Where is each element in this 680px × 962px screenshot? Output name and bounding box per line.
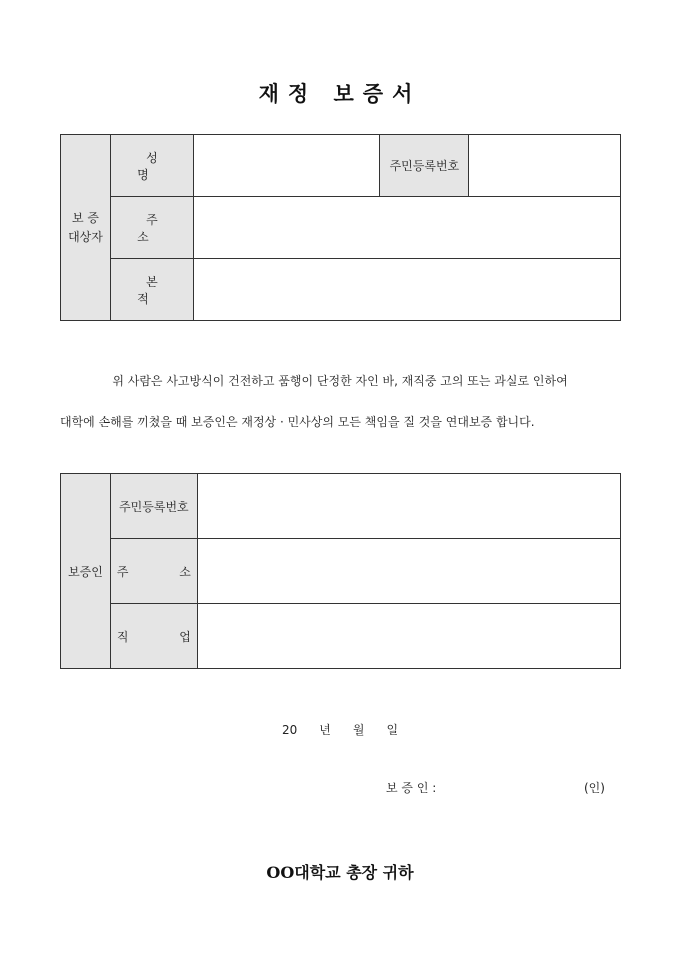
guarantor-signature-label: 보 증 인 :: [386, 781, 437, 795]
guarantor-info-table: [60, 473, 621, 669]
date-year-prefix: 20: [281, 723, 298, 737]
statement-line-1: 위 사람은 사고방식이 건전하고 품행이 단정한 자인 바, 재직중 고의 또는 과실로 인하여: [112, 374, 568, 388]
name-field[interactable]: [193, 135, 380, 197]
hometown-field[interactable]: [193, 259, 620, 321]
guarantor-job-label: 직 업: [110, 604, 197, 669]
date-day: 일: [386, 723, 399, 737]
date-year: 년: [319, 723, 331, 737]
date-line: [0, 721, 680, 738]
guarantor-resident-no-field[interactable]: [197, 474, 620, 539]
subject-resident-no-field[interactable]: [469, 135, 621, 197]
date-month: 월: [352, 723, 365, 737]
subject-address-field[interactable]: [193, 197, 620, 259]
subject-info-table: [60, 134, 621, 321]
subject-address-label: 주 소: [110, 197, 193, 259]
seal-mark: (인): [584, 781, 605, 795]
guarantor-address-field[interactable]: [197, 539, 620, 604]
guarantor-group-label: 보증인: [61, 474, 111, 669]
name-label: 성 명: [110, 135, 193, 197]
guarantor-job-field[interactable]: [197, 604, 620, 669]
guarantor-address-label: 주 소: [110, 539, 197, 604]
guarantor-resident-no-label: 주민등록번호: [110, 474, 197, 539]
statement-line-2: 대학에 손해를 끼쳤을 때 보증인은 재정상 · 민사상의 모든 책임을 질 것을 연대보증 합니다.: [60, 415, 535, 429]
subject-group-label: [61, 135, 111, 321]
subject-resident-no-label: 주민등록번호: [380, 135, 469, 197]
hometown-label: 본 적: [110, 259, 193, 321]
subject-group-label-text: 보 증 대상자: [68, 210, 103, 244]
recipient-line: OO대학교 총장 귀하: [266, 863, 414, 882]
document-title: 재정 보증서: [258, 81, 422, 106]
